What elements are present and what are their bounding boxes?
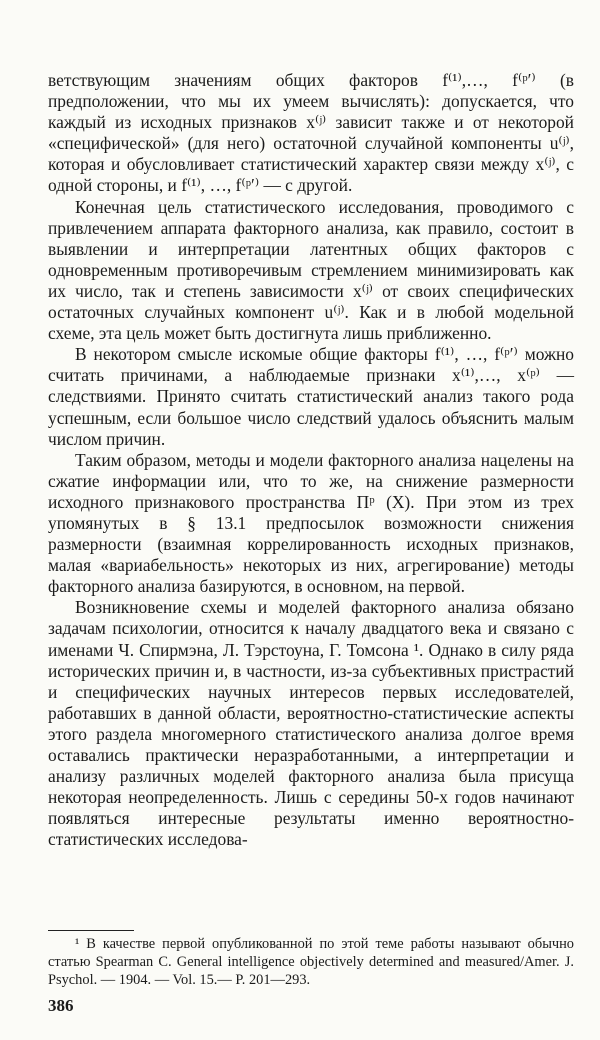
footnote [48,935,574,989]
paragraph: Возникновение схемы и моделей факторного анализа обязано задачам психологии, относится к началу двадцатого века и связано с именами Ч. Спирмэна, Л. Тэрстоуна, Г. Томсона ¹. Однако в силу ряда исторических причин и, в частности, из-за субъективных пристрастий и специфических научных интересов первых исследователей, работавших в данной области, вероятностно-статистические аспекты этого раздела многомерного статистического анализа долгое время оставались практически неразработанными, а интерпретации и анализу различных моделей факторного анализа была присуща некоторая неопределенность. Лишь с середины 50-х годов начинают появляться интересные результаты именно вероятностно-статистических исследова- [48,597,574,850]
footnote-divider [48,930,134,931]
paragraph: Таким образом, методы и модели факторного анализа нацелены на сжатие информации или, что то же, на снижение размерности исходного признакового пространства Пᵖ (X). При этом из трех упомянутых в § 13.1 предпосылок возможности снижения размерности (взаимная коррелированность исходных признаков, малая «вариабельность» некоторых из них, агрегирование) методы факторного анализа базируются, в основном, на первой. [48,449,574,597]
main-text [48,70,574,850]
page-number: 386 [48,996,74,1015]
paragraph: Конечная цель статистического исследования, проводимого с привлечением аппарата факторного анализа, как правило, состоит в выявлении и интерпретации латентных общих факторов с одновременным противоречивым стремлением минимизировать как их число, так и степень зависимости x⁽ʲ⁾ от своих специфических остаточных случайных компонент u⁽ʲ⁾. Как и в любой модельной схеме, эта цель может быть достигнута лишь приближенно. [48,196,574,344]
paragraph-continuation: ветствующим значениям общих факторов f⁽¹⁾,…, f⁽ᵖ′⁾ (в предположении, что мы их умеем вычислять): допускается, что каждый из исходных признаков x⁽ʲ⁾ зависит также и от некоторой «специфической» (для него) остаточной случайной компоненты u⁽ʲ⁾, которая и обусловливает статистический характер связи между x⁽ʲ⁾, с одной стороны, и f⁽¹⁾, …, f⁽ᵖ′⁾ — с другой. [48,70,574,196]
paragraph: В некотором смысле искомые общие факторы f⁽¹⁾, …, f⁽ᵖ′⁾ можно считать причинами, а наблюдаемые признаки x⁽¹⁾,…, x⁽ᵖ⁾ — следствиями. Принято считать статистический анализ такого рода успешным, если большое число следствий удалось объяснить малым числом причин. [48,344,574,449]
footnote-text: ¹ В качестве первой опубликованной по этой теме работы называют обычно статью Spearman C. General intelligence objectively determined and measured/Amer. J. Psychol. — 1904. — Vol. 15.— P. 201—293. [48,936,574,988]
